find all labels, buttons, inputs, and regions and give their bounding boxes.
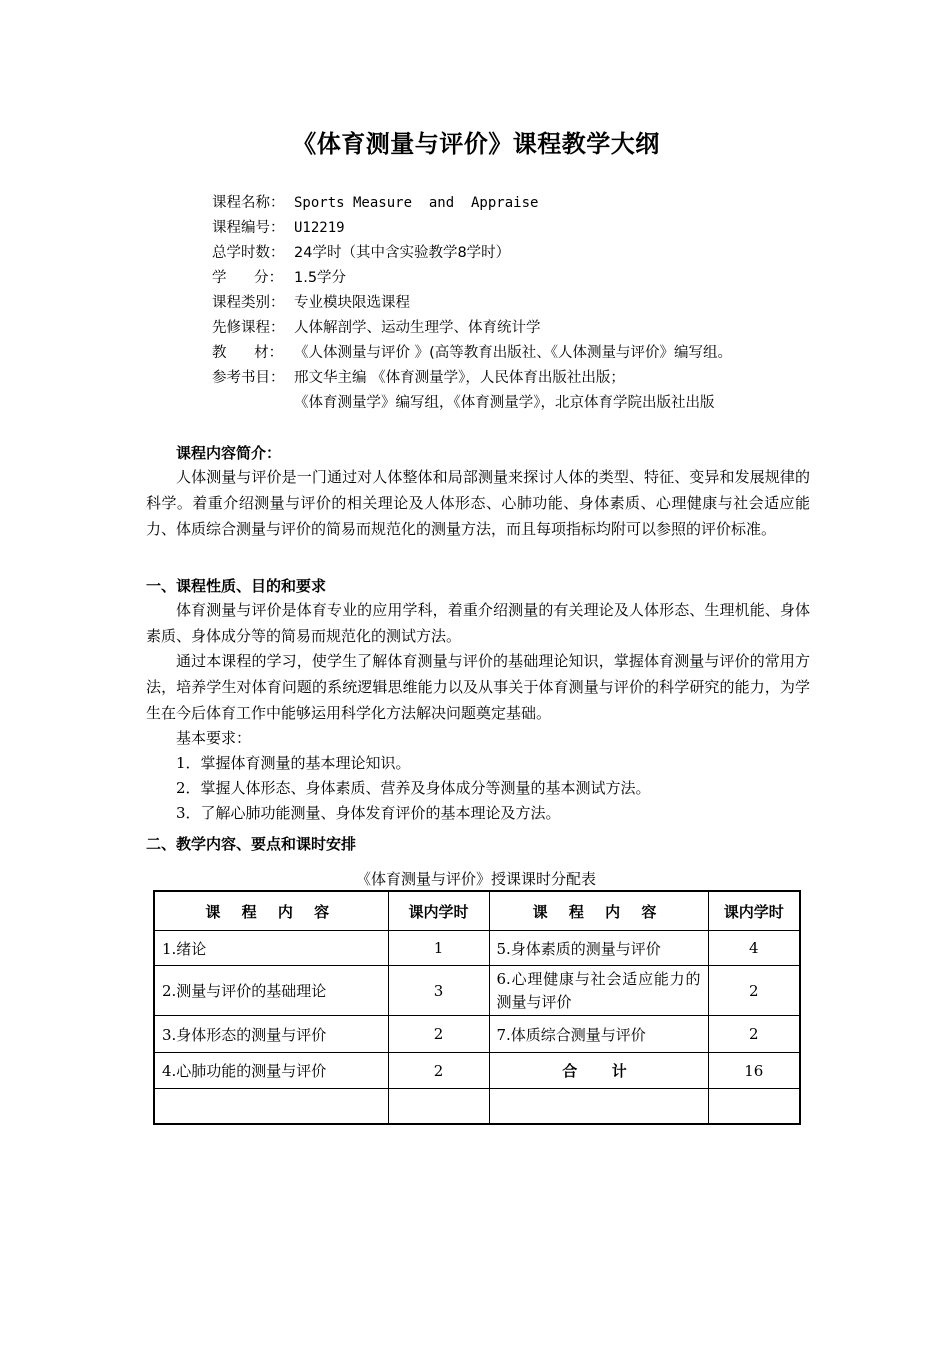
reference-row: [212, 366, 852, 391]
section2-heading: 二、教学内容、要点和课时安排: [146, 835, 357, 853]
credit-value: 1.5学分: [294, 270, 347, 286]
category-value: 专业模块限选课程: [294, 295, 410, 311]
total-label: 合 计: [562, 1062, 635, 1080]
table-cell: 3.身体形态的测量与评价: [154, 1016, 388, 1053]
credit-label: 学 分：: [212, 270, 284, 286]
course-code-value: U12219: [294, 220, 345, 236]
header-class-hours: 课内学时: [388, 891, 489, 931]
table-cell: 7.体质综合测量与评价: [489, 1016, 708, 1053]
empty-table-row: [154, 1089, 800, 1124]
table-cell: 4.心肺功能的测量与评价: [154, 1053, 388, 1089]
header-course-content-label: 课 程 内 容: [205, 902, 338, 921]
intro-paragraph: 人体测量与评价是一门通过对人体整体和局部测量来探讨人体的类型、特征、变异和发展规律的科学。着重介绍测量与评价的相关理论及人体形态、心肺功能、身体素质、心理健康与社会适应能力、体质综合测量与评价的简易而规范化的测量方法，而且每项指标均附可以参照的评价标准。: [146, 468, 810, 538]
section1-paragraph-2: 通过本课程的学习，使学生了解体育测量与评价的基础理论知识，掌握体育测量与评价的常用方法，培养学生对体育问题的系统逻辑思维能力以及从事关于体育测量与评价的科学研究的能力，为学生在今后体育工作中能够运用科学化方法解决问题奠定基础。: [146, 652, 810, 722]
table-row: [154, 966, 800, 1016]
textbook-label: 教 材：: [212, 345, 284, 361]
empty-cell: [388, 1089, 489, 1124]
intro-heading: 课程内容简介：: [176, 444, 282, 462]
requirement-1: 1．掌握体育测量的基本理论知识。: [176, 754, 411, 772]
total-hours-value: 24学时（其中含实验教学8学时）: [294, 245, 511, 261]
course-code-label: 课程编号：: [212, 220, 285, 236]
reference-label: 参考书目：: [212, 370, 285, 386]
table-cell: 2: [708, 966, 800, 1016]
table-header-row: [154, 891, 800, 931]
empty-cell: [489, 1089, 708, 1124]
category-row: [212, 291, 852, 316]
prerequisite-row: [212, 316, 852, 341]
reference-value-2: 《体育测量学》编写组，《体育测量学》，北京体育学院出版社出版: [294, 395, 715, 411]
class-hours-table: [153, 890, 801, 1125]
category-label: 课程类别：: [212, 295, 285, 311]
empty-cell: [154, 1089, 388, 1124]
table-cell: 1: [388, 931, 489, 966]
course-name-value: Sports Measure and Appraise: [294, 195, 539, 211]
requirement-2: 2．掌握人体形态、身体素质、营养及身体成分等测量的基本测试方法。: [176, 779, 651, 797]
reference-row-2: [212, 391, 852, 416]
page-title: 《体育测量与评价》课程教学大纲: [292, 130, 660, 158]
table-cell: 2: [708, 1016, 800, 1053]
table-row: [154, 1016, 800, 1053]
course-name-label: 课程名称：: [212, 195, 285, 211]
header-class-hours-2: 课内学时: [708, 891, 800, 931]
reference-value-1: 邢文华主编 《体育测量学》，人民体育出版社出版；: [294, 370, 625, 386]
header-course-content-2: [489, 891, 708, 931]
table-cell: 2: [388, 1053, 489, 1089]
section1-paragraph-1: 体育测量与评价是体育专业的应用学科，着重介绍测量的有关理论及人体形态、生理机能、身体素质、身体成分等的简易而规范化的测试方法。: [146, 601, 810, 645]
requirements-label: 基本要求：: [176, 729, 252, 747]
prerequisite-value: 人体解剖学、运动生理学、体育统计学: [294, 320, 541, 336]
header-course-content-2-label: 课 程 内 容: [532, 902, 665, 921]
header-course-content: [154, 891, 388, 931]
table-cell: 3: [388, 966, 489, 1016]
section1-heading: 一、课程性质、目的和要求: [146, 577, 327, 595]
table-cell: 6.心理健康与社会适应能力的测量与评价: [489, 966, 708, 1016]
prerequisite-label: 先修课程：: [212, 320, 285, 336]
requirement-3: 3．了解心肺功能测量、身体发育评价的基本理论及方法。: [176, 804, 561, 822]
table-cell: 1.绪论: [154, 931, 388, 966]
total-hours-label: 总学时数：: [212, 245, 285, 261]
table-row: [154, 1053, 800, 1089]
course-name-row: [212, 191, 852, 216]
course-info: [212, 191, 852, 416]
empty-cell: [708, 1089, 800, 1124]
table-cell: 5.身体素质的测量与评价: [489, 931, 708, 966]
course-code-row: [212, 216, 852, 241]
table-caption: 《体育测量与评价》授课课时分配表: [355, 870, 596, 888]
table-cell: 2.测量与评价的基础理论: [154, 966, 388, 1016]
table-cell: 4: [708, 931, 800, 966]
textbook-row: [212, 341, 852, 366]
total-hours-row: [212, 241, 852, 266]
table-row: [154, 931, 800, 966]
credit-row: [212, 266, 852, 291]
table-cell: 2: [388, 1016, 489, 1053]
total-hours-cell: 16: [708, 1053, 800, 1089]
total-label-cell: [489, 1053, 708, 1089]
textbook-value: 《人体测量与评价 》(高等教育出版社、《人体测量与评价》编写组。: [294, 345, 733, 361]
